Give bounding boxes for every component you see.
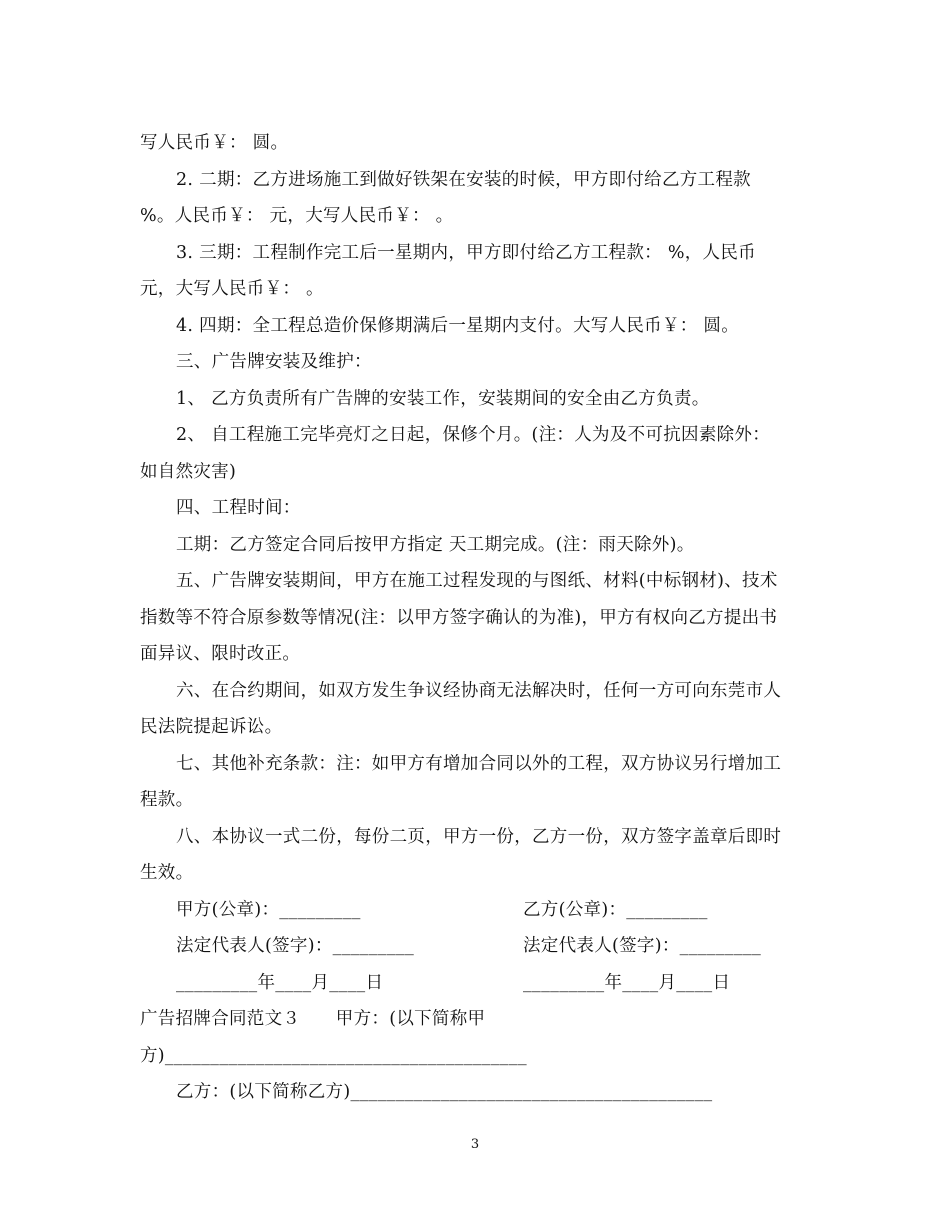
party-b-seal: 乙方(公章)：_________ <box>523 900 708 920</box>
text-line: 六、在合约期间，如双方发生争议经协商无法解决时，任何一方可向东莞市人 <box>176 681 782 701</box>
text-line: 方)________________________________________ <box>140 1046 527 1066</box>
section-heading: 四、工程时间： <box>176 498 301 518</box>
text-line: %。人民币￥： 元，大写人民币￥： 。 <box>140 206 454 226</box>
party-a-date: _________年____月____日 <box>176 973 384 993</box>
party-a-representative: 法定代表人(签字)：_________ <box>176 936 415 956</box>
section-title: 广告招牌合同范文３ 甲方：(以下简称甲 <box>140 1009 486 1029</box>
section-heading: 三、广告牌安装及维护： <box>176 352 372 372</box>
party-a-seal: 甲方(公章)：_________ <box>176 900 361 920</box>
text-line: 七、其他补充条款：注：如甲方有增加合同以外的工程，双方协议另行增加工 <box>176 754 782 774</box>
text-line: 生效。 <box>140 863 194 883</box>
text-line: 写人民币￥： 圆。 <box>140 133 289 153</box>
text-line: 八、本协议一式二份，每份二页，甲方一份，乙方一份，双方签字盖章后即时 <box>176 827 782 847</box>
text-line: 1、 乙方负责所有广告牌的安装工作，安装期间的安全由乙方负责。 <box>176 389 710 409</box>
text-line: 工期：乙方签定合同后按甲方指定 天工期完成。(注：雨天除外)。 <box>176 535 695 555</box>
party-b-representative: 法定代表人(签字)：_________ <box>523 936 762 956</box>
party-b-date: _________年____月____日 <box>523 973 731 993</box>
text-line: 如自然灾害) <box>140 462 237 482</box>
page-number: 3 <box>470 1137 480 1152</box>
text-line: 程款。 <box>140 790 194 810</box>
text-line: 指数等不符合原参数等情况(注：以甲方签字确认的为准)，甲方有权向乙方提出书 <box>140 608 778 628</box>
text-line: 2. 二期：乙方进场施工到做好铁架在安装的时候，甲方即付给乙方工程款 <box>176 170 751 190</box>
text-line: 面异议、限时改正。 <box>140 644 301 664</box>
text-line: 2、 自工程施工完毕亮灯之日起，保修个月。(注：人为及不可抗因素除外： <box>176 425 771 445</box>
text-line: 4. 四期：全工程总造价保修期满后一星期内支付。大写人民币￥： 圆。 <box>176 316 740 336</box>
text-line: 元，大写人民币￥： 。 <box>140 279 324 299</box>
text-line: 3. 三期：工程制作完工后一星期内，甲方即付给乙方工程款： %，人民币 <box>176 243 756 263</box>
text-line: 民法院提起诉讼。 <box>140 717 283 737</box>
text-line: 五、广告牌安装期间，甲方在施工过程发现的与图纸、材料(中标钢材)、技术 <box>176 571 778 591</box>
text-line: 乙方：(以下简称乙方)________________________________________ <box>176 1082 713 1102</box>
